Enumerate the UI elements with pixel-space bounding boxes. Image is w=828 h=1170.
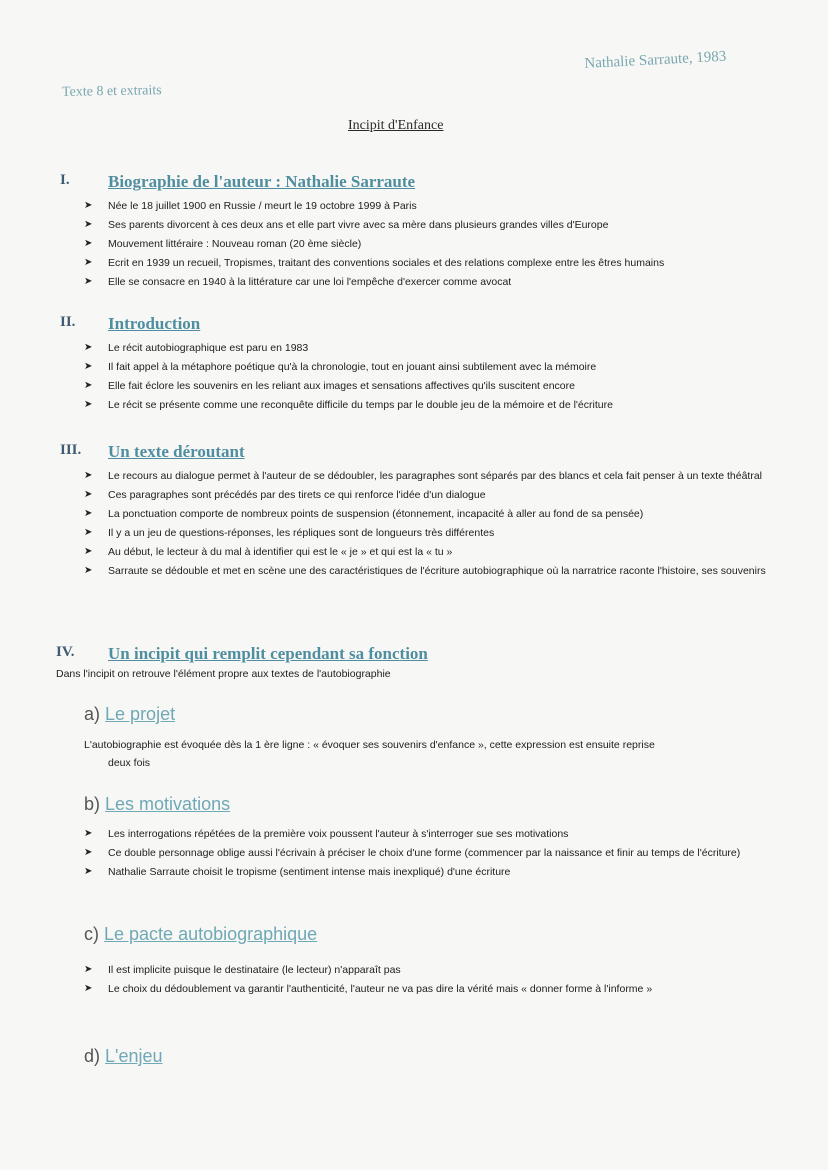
list-item: ➤ Ecrit en 1939 un recueil, Tropismes, traitant des conventions sociales et des relations complexe entre les êtres humains — [84, 257, 665, 269]
section-incipit-function — [0, 644, 828, 670]
header-left-label: Texte 8 et extraits — [61, 83, 162, 100]
section-title: Biographie de l'auteur : Nathalie Sarraute — [108, 172, 416, 191]
list-item: ➤ Le recours au dialogue permet à l'auteur de se dédoubler, les paragraphes sont séparés par des blancs et cela fait penser à un texte théâtral — [84, 470, 763, 482]
list-item: ➤ Il y a un jeu de questions-réponses, les répliques sont de longueurs très différentes — [84, 527, 495, 539]
list-item: ➤ Le choix du dédoublement va garantir l'authenticité, l'auteur ne va pas dire la vérité mais « donner forme à l'informe » — [84, 983, 653, 995]
subsection-heading — [84, 704, 175, 725]
arrow-bullet-icon: ➤ — [84, 828, 93, 839]
section-introduction — [0, 314, 828, 416]
list-item: ➤ Ce double personnage oblige aussi l'écrivain à préciser le choix d'une forme (commencer par la naissance et finir au temps de l'écriture) — [84, 847, 741, 859]
subsection-heading — [84, 1046, 163, 1067]
list-item: ➤ Sarraute se dédouble et met en scène une des caractéristiques de l'écriture autobiographique où la narratrice raconte l'histoire, ses souvenirs — [84, 565, 766, 577]
list-item: ➤ Elle fait éclore les souvenirs en les reliant aux images et sensations affectives qu'ils suscitent encore — [84, 380, 575, 392]
arrow-bullet-icon: ➤ — [84, 508, 93, 519]
pact-list — [0, 962, 828, 1000]
subsection-title: L'enjeu — [105, 1046, 163, 1066]
arrow-bullet-icon: ➤ — [84, 546, 93, 557]
list-item: ➤ Les interrogations répétées de la première voix poussent l'auteur à s'interroger sue ses motivations — [84, 828, 569, 840]
list-item: ➤ Mouvement littéraire : Nouveau roman (20 ème siècle) — [84, 238, 362, 250]
section-title: Introduction — [108, 314, 201, 333]
section-title: Un incipit qui remplit cependant sa fonction — [108, 644, 428, 663]
list-item: ➤ Née le 18 juillet 1900 en Russie / meurt le 19 octobre 1999 à Paris — [84, 200, 417, 212]
subsection-title: Les motivations — [105, 794, 231, 814]
list-item: ➤ Le récit autobiographique est paru en 1983 — [84, 342, 309, 354]
paragraph-line: deux fois — [108, 757, 151, 769]
list-item: ➤ Ces paragraphes sont précédés par des tirets ce qui renforce l'idée d'un dialogue — [84, 489, 486, 501]
arrow-bullet-icon: ➤ — [84, 489, 93, 500]
paragraph-line: L'autobiographie est évoquée dès la 1 ère ligne : « évoquer ses souvenirs d'enfance », cette expression est ensuite reprise — [84, 739, 655, 751]
section-number: III. — [60, 442, 82, 458]
arrow-bullet-icon: ➤ — [84, 527, 93, 538]
subsection-title: Le pacte autobiographique — [104, 924, 318, 944]
section-number: I. — [60, 172, 70, 188]
subsection-letter: b) — [84, 794, 101, 814]
arrow-bullet-icon: ➤ — [84, 470, 93, 481]
subsection-letter: c) — [84, 924, 99, 944]
list-item: ➤ Ses parents divorcent à ces deux ans et elle part vivre avec sa mère dans plusieurs grandes villes d'Europe — [84, 219, 609, 231]
document-title: Incipit d'Enfance — [348, 118, 444, 133]
arrow-bullet-icon: ➤ — [84, 847, 93, 858]
section-number: II. — [60, 314, 76, 330]
arrow-bullet-icon: ➤ — [84, 257, 93, 268]
list-item: ➤ Elle se consacre en 1940 à la littérature car une loi l'empêche d'exercer comme avocat — [84, 276, 512, 288]
subsection-heading — [84, 924, 317, 945]
arrow-bullet-icon: ➤ — [84, 964, 93, 975]
paragraph — [84, 736, 768, 772]
subsection-heading — [84, 794, 230, 815]
arrow-bullet-icon: ➤ — [84, 200, 93, 211]
arrow-bullet-icon: ➤ — [84, 238, 93, 249]
subsection-letter: a) — [84, 704, 101, 724]
list-item: ➤ Au début, le lecteur à du mal à identifier qui est le « je » et qui est la « tu » — [84, 546, 453, 558]
arrow-bullet-icon: ➤ — [84, 342, 93, 353]
arrow-bullet-icon: ➤ — [84, 983, 93, 994]
list-item: ➤ Il est implicite puisque le destinataire (le lecteur) n'apparaît pas — [84, 964, 401, 976]
list-item: ➤ Il fait appel à la métaphore poétique qu'à la chronologie, tout en jouant ainsi subtilement avec la mémoire — [84, 361, 597, 373]
arrow-bullet-icon: ➤ — [84, 866, 93, 877]
motivations-list — [0, 826, 828, 883]
header-author-date: Nathalie Sarraute, 1983 — [584, 48, 727, 72]
list-item: ➤ Le récit se présente comme une reconquête difficile du temps par le double jeu de la mémoire et de l'écriture — [84, 399, 613, 411]
section-disconcerting-text — [0, 442, 828, 582]
subsection-title: Le projet — [105, 704, 176, 724]
subsection-letter: d) — [84, 1046, 101, 1066]
section-biography — [0, 172, 828, 293]
section-intro-text: Dans l'incipit on retrouve l'élément propre aux textes de l'autobiographie — [56, 668, 391, 680]
arrow-bullet-icon: ➤ — [84, 276, 93, 287]
list-item: ➤ La ponctuation comporte de nombreux points de suspension (étonnement, incapacité à aller au fond de sa pensée) — [84, 508, 644, 520]
section-number: IV. — [56, 644, 75, 660]
arrow-bullet-icon: ➤ — [84, 361, 93, 372]
section-title: Un texte déroutant — [108, 442, 245, 461]
list-item: ➤ Nathalie Sarraute choisit le tropisme (sentiment intense mais inexpliqué) d'une écriture — [84, 866, 511, 878]
arrow-bullet-icon: ➤ — [84, 380, 93, 391]
arrow-bullet-icon: ➤ — [84, 565, 93, 576]
arrow-bullet-icon: ➤ — [84, 399, 93, 410]
arrow-bullet-icon: ➤ — [84, 219, 93, 230]
